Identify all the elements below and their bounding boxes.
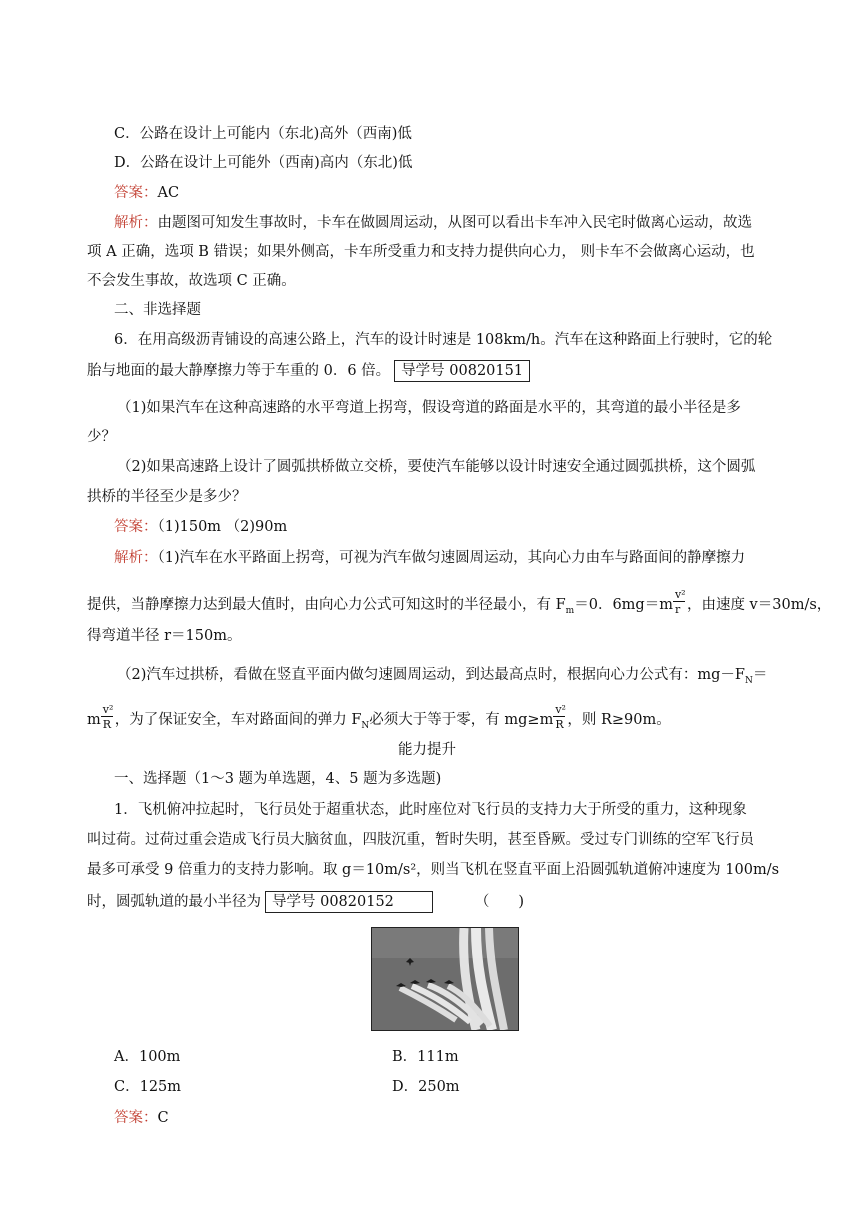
fraction-denominator: R bbox=[555, 718, 564, 731]
q6-sub2-line-2: 拱桥的半径至少是多少？ bbox=[87, 489, 247, 505]
q5-analysis-line-1 bbox=[114, 213, 752, 233]
subscript: N bbox=[744, 675, 753, 686]
q6-analysis-line-4 bbox=[117, 665, 767, 691]
answer-blank: （ ) bbox=[474, 894, 525, 910]
ability-title: 能力提升 bbox=[398, 742, 456, 758]
analysis-text: m bbox=[87, 712, 101, 728]
analysis-text: （1)汽车在水平路面上拐弯，可视为汽车做匀速圆周运动，其向心力由车与路面间的静摩擦力 bbox=[157, 550, 746, 566]
analysis-label: 解析： bbox=[114, 215, 158, 231]
q5-analysis-line-2: 项 A 正确，选项 B 错误；如果外侧高，卡车所受重力和支持力提供向心力， 则卡车不会做离心运动，也 bbox=[87, 244, 755, 260]
answer-value: AC bbox=[157, 185, 180, 201]
q6-stem-text: 胎与地面的最大静摩擦力等于车重的 0．6 倍。 bbox=[87, 363, 391, 379]
q1-stem-line-4 bbox=[87, 891, 524, 913]
guide-code-box: 导学号 00820151 bbox=[394, 360, 530, 382]
analysis-text: 由题图可知发生事故时，卡车在做圆周运动，从图可以看出卡车冲入民宅时做离心运动，故选 bbox=[157, 215, 752, 231]
q6-analysis-line-5 bbox=[87, 702, 671, 736]
q5-answer bbox=[114, 183, 179, 203]
option-a: A．100m bbox=[114, 1049, 181, 1065]
fraction-denominator: r bbox=[674, 603, 681, 616]
analysis-text: ＝ bbox=[752, 667, 768, 683]
fraction-v2-over-R bbox=[101, 702, 115, 730]
q1-answer bbox=[114, 1108, 169, 1128]
answer-value: （1)150m （2)90m bbox=[157, 519, 288, 535]
answer-label: 答案： bbox=[114, 519, 158, 535]
q6-sub2-line-1: （2)如果高速路上设计了圆弧拱桥做立交桥，要使汽车能够以设计时速安全通过圆弧拱桥，这个圆弧 bbox=[117, 459, 756, 475]
fraction-numerator: v² bbox=[102, 703, 114, 716]
q6-analysis-line-2 bbox=[87, 587, 831, 621]
q6-stem-line-1: 6．在用高级沥青铺设的高速公路上，汽车的设计时速是 108km/h。汽车在这种路面上行驶时，它的轮 bbox=[114, 332, 773, 348]
option-d: D．公路在设计上可能外（西南)高内（东北)低 bbox=[114, 155, 413, 171]
aerobatic-jets-image bbox=[372, 928, 518, 1030]
subscript: m bbox=[565, 605, 575, 616]
guide-code-box: 导学号 00820152 bbox=[265, 891, 433, 913]
q6-analysis-line-3: 得弯道半径 r＝150m。 bbox=[87, 628, 242, 644]
section-title: 一、选择题（1～3 题为单选题，4、5 题为多选题) bbox=[114, 771, 442, 787]
analysis-text: 必须大于等于零，有 mg≥m bbox=[369, 712, 554, 728]
q6-stem-line-2 bbox=[87, 360, 530, 382]
q6-sub1-line-2: 少？ bbox=[87, 429, 116, 445]
q1-stem-text: 时，圆弧轨道的最小半径为 bbox=[87, 894, 261, 910]
analysis-text: 提供，当静摩擦力达到最大值时，由向心力公式可知这时的半径最小，有 F bbox=[87, 597, 566, 613]
fraction-numerator: v² bbox=[674, 588, 686, 601]
analysis-text: ，由速度 v＝30m/s， bbox=[686, 597, 832, 613]
option-b: B．111m bbox=[392, 1049, 459, 1065]
analysis-text: ，为了保证安全，车对路面间的弹力 F bbox=[114, 712, 362, 728]
section-title: 二、非选择题 bbox=[114, 302, 201, 318]
analysis-text: ＝0．6mg＝m bbox=[574, 597, 673, 613]
answer-label: 答案： bbox=[114, 1110, 158, 1126]
q1-stem-line-3: 最多可承受 9 倍重力的支持力影响。取 g＝10m/s²，则当飞机在竖直平面上沿圆弧轨道俯冲速度为 100m/s bbox=[87, 862, 780, 878]
aerobatic-jets-photo bbox=[371, 927, 519, 1031]
fraction-denominator: R bbox=[102, 718, 112, 731]
q6-analysis-line-1 bbox=[114, 548, 745, 568]
subscript: N bbox=[361, 720, 370, 731]
q5-analysis-line-3: 不会发生事故，故选项 C 正确。 bbox=[87, 273, 296, 289]
option-c: C．125m bbox=[114, 1079, 182, 1095]
answer-value: C bbox=[157, 1110, 169, 1126]
fraction-v2-over-R bbox=[553, 702, 567, 730]
fraction-v2-over-r bbox=[673, 587, 687, 615]
fraction-numerator: v² bbox=[555, 703, 566, 716]
q1-stem-line-2: 叫过荷。过荷过重会造成飞行员大脑贫血，四肢沉重，暂时失明，甚至昏厥。受过专门训练的空军飞行员 bbox=[87, 832, 754, 848]
q6-answer bbox=[114, 517, 287, 537]
answer-label: 答案： bbox=[114, 185, 158, 201]
option-c: C．公路在设计上可能内（东北)高外（西南)低 bbox=[114, 126, 412, 142]
analysis-text: ，则 R≥90m。 bbox=[567, 712, 671, 728]
option-d: D．250m bbox=[392, 1079, 460, 1095]
q6-sub1-line-1: （1)如果汽车在这种高速路的水平弯道上拐弯，假设弯道的路面是水平的，其弯道的最小半径是多 bbox=[117, 400, 741, 416]
analysis-text: （2)汽车过拱桥，看做在竖直平面内做匀速圆周运动，到达最高点时，根据向心力公式有：mg－F bbox=[117, 667, 745, 683]
q1-stem-line-1: 1．飞机俯冲拉起时，飞行员处于超重状态，此时座位对飞行员的支持力大于所受的重力，这种现象 bbox=[114, 802, 747, 818]
analysis-label: 解析： bbox=[114, 550, 158, 566]
